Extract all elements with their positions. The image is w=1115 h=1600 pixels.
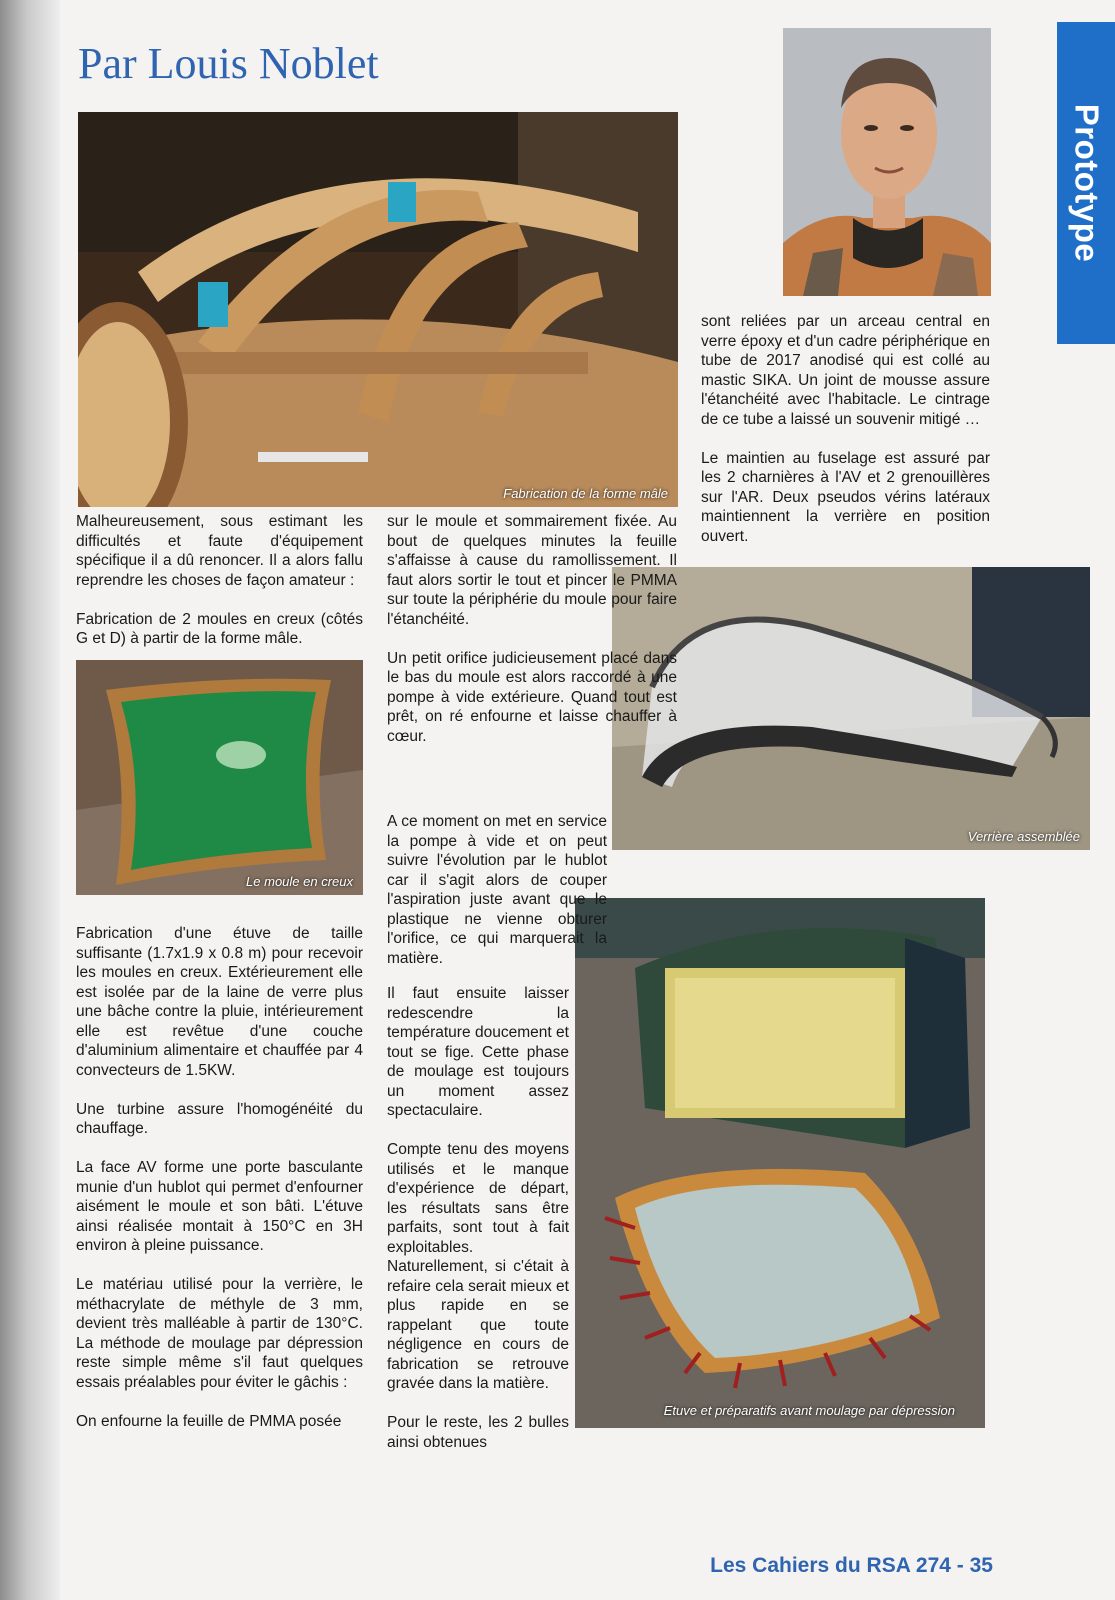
article-title: Par Louis Noblet <box>78 39 379 88</box>
text-right <box>701 312 990 546</box>
text-left-bottom <box>76 924 363 1431</box>
photo-male-form <box>78 112 678 507</box>
paragraph: Un petit orifice judicieusement placé dans le bas du moule est alors raccordé à une pompe à vide extérieure. Quand tout est prêt, on ré enfourne et laisse chauffer à cœur. <box>387 649 677 745</box>
paragraph: sont reliées par un arceau central en verre époxy et d'un cadre périphérique en tube de 2017 anodisé qui est collé au mastic SIKA. Un joint de mousse assure l'étanchéité avec l'habitacle. Le cintrage de ce tube a laissé un souvenir mitigé … <box>701 313 990 428</box>
paragraph: Compte tenu des moyens utilisés et le manque d'expérience de départ, les résultats sans être parfaits, sont tout à fait exploitables. Naturellement, si c'était à refaire cela serait mieux et plus rapide en se rappelant que toute négligence en cours de fabrication se retrouve gravée dans la matière. <box>387 1141 569 1392</box>
photo-mold-caption: Le moule en creux <box>246 874 353 889</box>
photo-male-form-image <box>78 112 678 507</box>
paragraph: Pour le reste, les 2 bulles ainsi obtenues <box>387 1414 569 1451</box>
page-spine-shadow <box>0 0 60 1600</box>
paragraph: Fabrication de 2 moules en creux (côtés G et D) à partir de la forme mâle. <box>76 610 363 647</box>
text-middle-a <box>387 512 677 746</box>
photo-mold-image <box>76 660 363 895</box>
photo-male-form-caption: Fabrication de la forme mâle <box>503 486 668 501</box>
page-footer: Les Cahiers du RSA 274 - 35 <box>710 1554 993 1577</box>
paragraph: Fabrication d'une étuve de taille suffisante (1.7x1.9 x 0.8 m) pour recevoir les moules en creux. Extérieurement elle est isolée par de la laine de verre plus une bâche contre la pluie, intérieurement elle est revêtue d'une couche d'aluminium alimentaire et chauffée par 4 convecteurs de 1.5KW. <box>76 925 363 1079</box>
paragraph: La face AV forme une porte basculante munie d'un hublot qui permet d'enfourner aisément le moule et son bâti. L'étuve ainsi réalisée montait à 150°C en 3H environ à pleine puissance. <box>76 1159 363 1254</box>
paragraph: Une turbine assure l'homogénéité du chauffage. <box>76 1100 363 1137</box>
photo-oven <box>575 898 985 1428</box>
text-middle-c <box>387 984 569 1452</box>
section-tab-label: Prototype <box>1068 103 1106 263</box>
section-tab <box>1057 22 1115 344</box>
photo-canopy <box>612 567 1090 850</box>
photo-mold <box>76 660 363 895</box>
paragraph: Le matériau utilisé pour la verrière, le méthacrylate de méthyle de 3 mm, devient très malléable à partir de 130°C. La méthode de moulage par dépression reste simple même s'il faut quelques essais préalables pour éviter le gâchis : <box>76 1276 363 1391</box>
paragraph: Il faut ensuite laisser redescendre la température doucement et tout se fige. Cette phase de moulage est toujours un moment assez spectaculaire. <box>387 985 569 1119</box>
photo-portrait-image <box>783 28 991 296</box>
photo-portrait <box>783 28 991 296</box>
photo-canopy-image <box>612 567 1090 850</box>
paragraph: Malheureusement, sous estimant les difficultés et faute d'équipement spécifique il a dû renoncer. Il a alors fallu reprendre les choses de façon amateur : <box>76 513 363 589</box>
paragraph: sur le moule et sommairement fixée. Au bout de quelques minutes la feuille s'affaisse à cause du ramollissement. Il faut alors sortir le tout et pincer le PMMA sur toute la périphérie du moule pour faire l'étanchéité. <box>387 513 677 628</box>
paragraph: On enfourne la feuille de PMMA posée <box>76 1412 342 1430</box>
paragraph: Le maintien au fuselage est assuré par les 2 charnières à l'AV et 2 grenouillères sur l'AR. Deux pseudos vérins latéraux maintiennent la verrière en position ouvert. <box>701 449 990 545</box>
photo-oven-image <box>575 898 985 1428</box>
photo-oven-caption: Etuve et préparatifs avant moulage par dépression <box>663 1403 955 1418</box>
text-left-top <box>76 512 363 649</box>
text-middle-b <box>387 812 607 968</box>
photo-canopy-caption: Verrière assemblée <box>967 829 1080 844</box>
paragraph: A ce moment on met en service la pompe à vide et on peut suivre l'évolution par le hublot car il s'agit alors de couper l'aspiration juste avant que le plastique ne vienne obturer l'orifice, ce qui marquerait la matière. <box>387 813 607 967</box>
